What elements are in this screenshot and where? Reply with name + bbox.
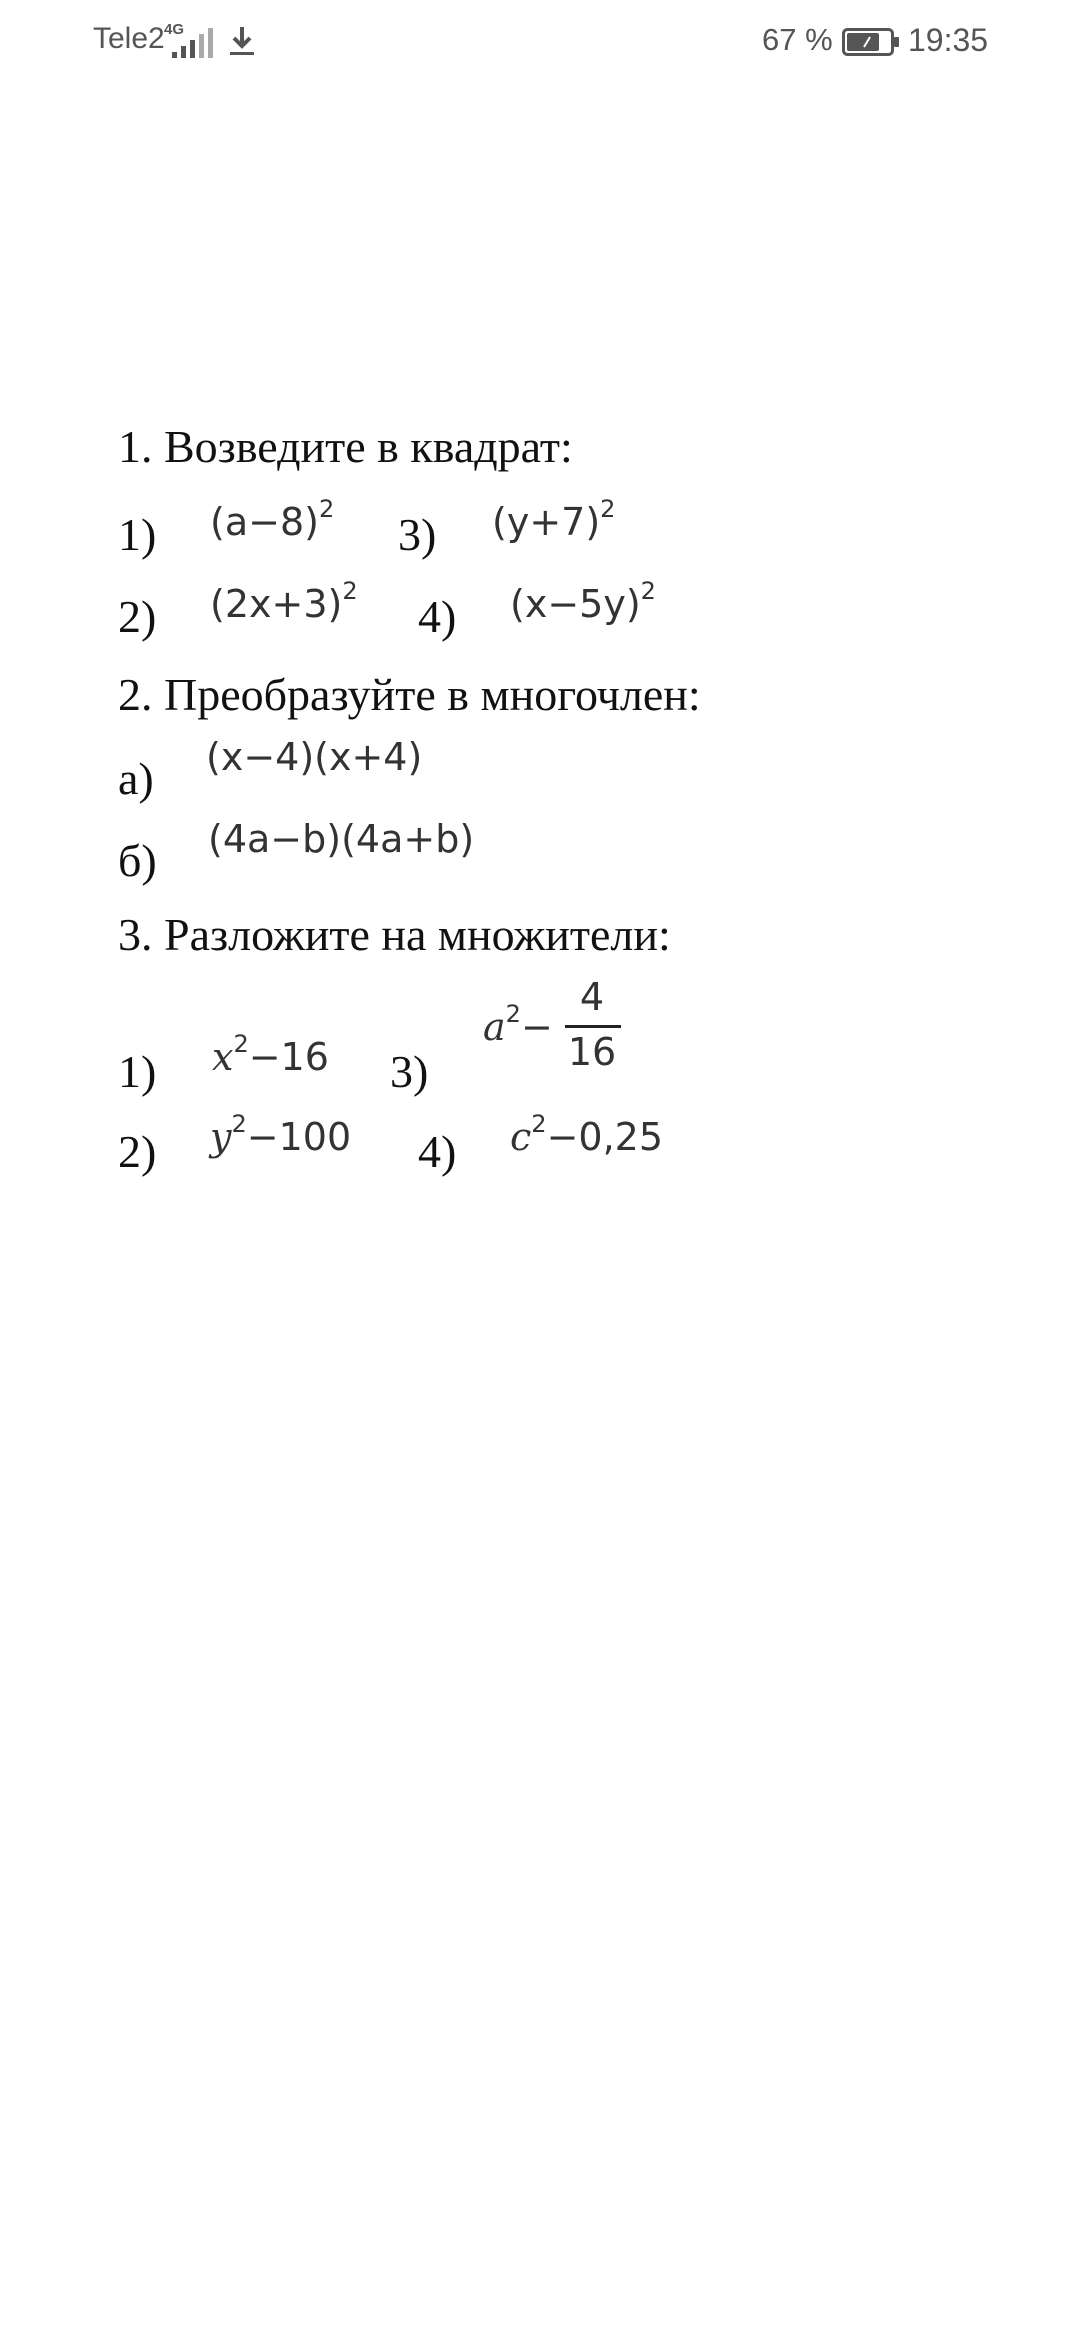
task1-item4-exp: 2 xyxy=(640,577,656,605)
fraction-bar xyxy=(565,1025,621,1028)
task3-heading: 3. Разложите на множители: xyxy=(118,909,671,960)
task2-item-b-expr: (4a−b)(4a+b) xyxy=(208,817,475,861)
task1-item2-base: (2x+3) xyxy=(210,582,343,626)
carrier-name: Tele2 xyxy=(93,22,165,55)
task3-item3-var: a xyxy=(483,1005,506,1049)
task3-item1-var: x xyxy=(212,1035,234,1079)
task1-item2-exp: 2 xyxy=(342,577,358,605)
task3-item4-rest: −0,25 xyxy=(546,1115,664,1159)
task3-item1-label: 1) xyxy=(118,1046,157,1097)
task3-item2-label: 2) xyxy=(118,1126,157,1177)
task1-item1-exp: 2 xyxy=(318,495,335,523)
task1-item3-expr xyxy=(492,495,615,544)
task1-item3-exp: 2 xyxy=(600,495,616,523)
task1-item1-label: 1) xyxy=(118,509,157,560)
task1-item3-base: (y+7) xyxy=(492,500,601,544)
task3-item3-frac-num: 4 xyxy=(579,975,605,1019)
battery-percent: 67 % xyxy=(762,22,833,57)
task3-item3-exp: 2 xyxy=(505,1000,521,1028)
task3-item4-label: 4) xyxy=(418,1126,457,1177)
task3-item2-exp: 2 xyxy=(231,1110,247,1138)
task2-heading: 2. Преобразуйте в многочлен: xyxy=(118,669,701,720)
clock: 19:35 xyxy=(908,22,989,58)
task3-item4-var: c xyxy=(510,1115,532,1159)
task1-heading: 1. Возведите в квадрат: xyxy=(118,421,573,472)
task3-item3-expr xyxy=(483,1000,553,1049)
task1-item4-base: (x−5y) xyxy=(510,582,641,626)
task3-item2-rest: −100 xyxy=(246,1115,352,1159)
task2-item-b-label: б) xyxy=(118,835,157,886)
task1-item3-label: 3) xyxy=(398,509,437,560)
task1-item1-base: (a−8) xyxy=(210,500,319,544)
task3-item4-exp: 2 xyxy=(531,1110,547,1138)
task3-item2-expr xyxy=(210,1110,351,1159)
task1-item2-label: 2) xyxy=(118,591,157,642)
task1-item1-expr xyxy=(210,495,334,544)
task3-item3-rest: − xyxy=(520,1005,553,1049)
task3-item1-expr xyxy=(212,1030,329,1079)
task3-item1-exp: 2 xyxy=(233,1030,249,1058)
task2-item-a-expr: (x−4)(x+4) xyxy=(206,735,423,779)
task3-item4-expr xyxy=(510,1110,663,1159)
task1-item4-label: 4) xyxy=(418,591,457,642)
task3-item3-label: 3) xyxy=(390,1046,429,1097)
task3-item1-rest: −16 xyxy=(248,1035,329,1079)
task1-item4-expr xyxy=(510,577,656,626)
task3-item2-var: y xyxy=(210,1115,232,1159)
task2-item-a-label: а) xyxy=(118,753,154,804)
task1-item2-expr xyxy=(210,577,358,626)
network-type: 4G xyxy=(164,21,185,38)
task3-item3-frac-den: 16 xyxy=(567,1030,617,1074)
